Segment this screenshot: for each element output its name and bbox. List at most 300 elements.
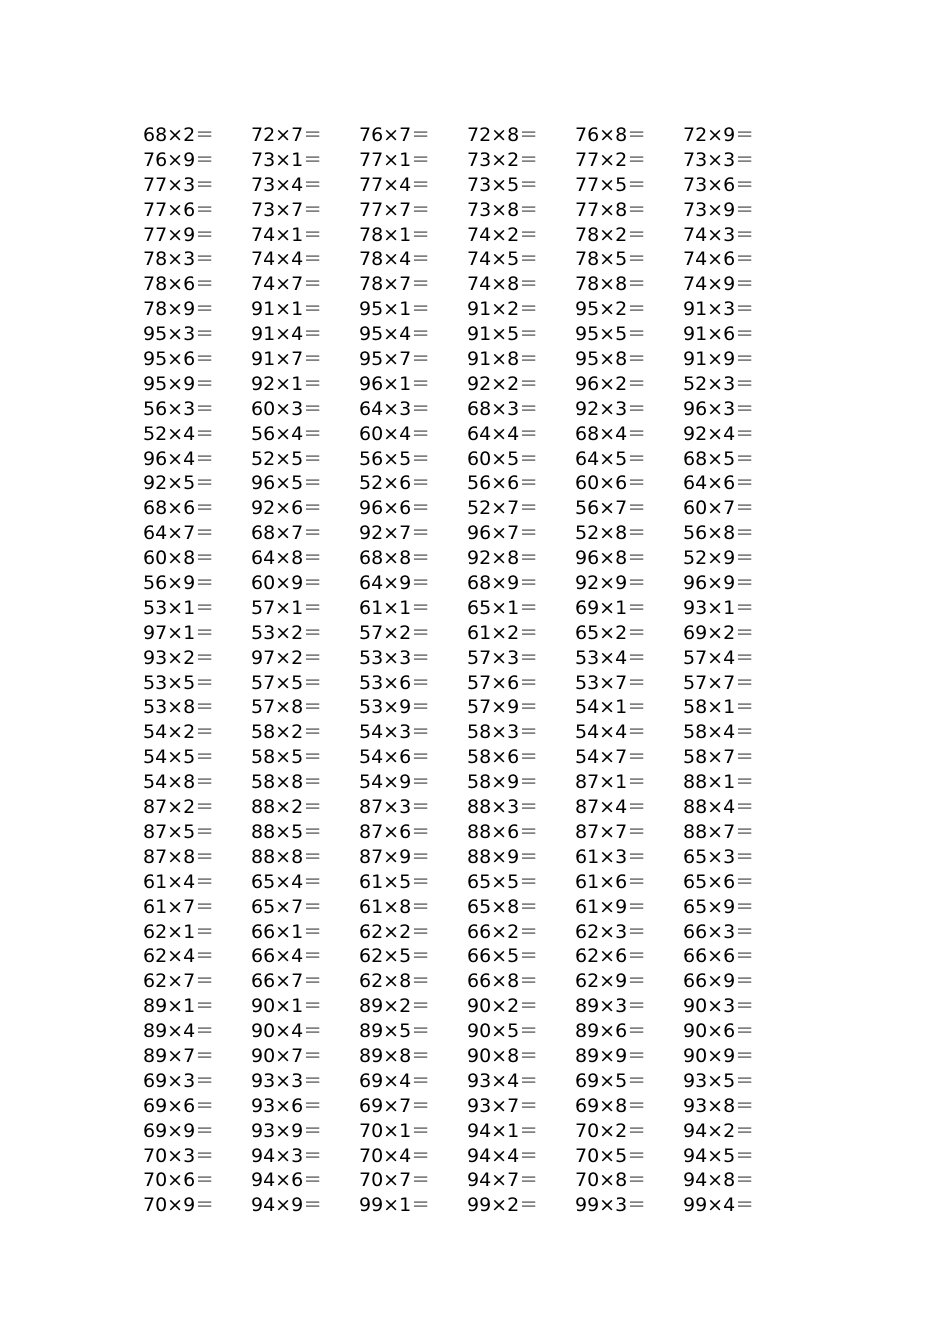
multiplication-problem: 64×7＝ (143, 522, 215, 545)
multiplication-problem: 94×2＝ (683, 1119, 755, 1142)
multiplication-problem: 61×7＝ (143, 895, 215, 918)
multiplication-problem: 56×5＝ (359, 447, 431, 470)
multiplication-problem: 56×4＝ (251, 422, 323, 445)
multiplication-problem: 74×1＝ (251, 223, 323, 246)
multiplication-problem: 58×7＝ (683, 746, 755, 769)
multiplication-problem: 70×4＝ (359, 1144, 431, 1167)
multiplication-problem: 54×2＝ (143, 721, 215, 744)
multiplication-problem: 52×6＝ (359, 472, 431, 495)
multiplication-problem: 87×4＝ (575, 796, 647, 819)
multiplication-problem: 87×6＝ (359, 820, 431, 843)
multiplication-problem: 61×1＝ (359, 596, 431, 619)
multiplication-problem: 66×3＝ (683, 920, 755, 943)
multiplication-problem: 76×8＝ (575, 124, 647, 146)
multiplication-problem: 92×1＝ (251, 372, 323, 395)
problem-row (143, 870, 803, 895)
multiplication-problem: 95×9＝ (143, 372, 215, 395)
multiplication-problem: 69×5＝ (575, 1069, 647, 1092)
multiplication-problem: 73×6＝ (683, 173, 755, 196)
problem-row (143, 994, 803, 1019)
problem-row (143, 397, 803, 422)
multiplication-problem: 53×3＝ (359, 646, 431, 669)
multiplication-problem: 96×9＝ (683, 572, 755, 595)
multiplication-problem: 90×3＝ (683, 995, 755, 1018)
multiplication-problem: 54×5＝ (143, 746, 215, 769)
problem-row (143, 770, 803, 795)
problem-row (143, 496, 803, 521)
multiplication-problem: 95×5＝ (575, 323, 647, 346)
multiplication-problem: 54×6＝ (359, 746, 431, 769)
multiplication-problem: 61×8＝ (359, 895, 431, 918)
multiplication-problem: 72×7＝ (251, 124, 323, 146)
multiplication-problem: 96×7＝ (467, 522, 539, 545)
problem-row (143, 546, 803, 571)
multiplication-problem: 66×8＝ (467, 970, 539, 993)
multiplication-problem: 57×7＝ (683, 671, 755, 694)
multiplication-problem: 65×8＝ (467, 895, 539, 918)
multiplication-problem: 88×2＝ (251, 796, 323, 819)
multiplication-problem: 54×7＝ (575, 746, 647, 769)
multiplication-problem: 96×1＝ (359, 372, 431, 395)
problem-row (143, 148, 803, 173)
multiplication-problem: 61×5＝ (359, 870, 431, 893)
multiplication-problem: 52×7＝ (467, 497, 539, 520)
multiplication-problem: 56×3＝ (143, 397, 215, 420)
multiplication-problem: 65×1＝ (467, 596, 539, 619)
multiplication-problem: 93×4＝ (467, 1069, 539, 1092)
problem-row (143, 795, 803, 820)
multiplication-problem: 57×8＝ (251, 696, 323, 719)
multiplication-problem: 88×4＝ (683, 796, 755, 819)
problem-row (143, 944, 803, 969)
multiplication-problem: 99×2＝ (467, 1194, 539, 1217)
multiplication-problem: 58×6＝ (467, 746, 539, 769)
multiplication-problem: 65×2＝ (575, 621, 647, 644)
multiplication-problem: 66×9＝ (683, 970, 755, 993)
multiplication-problem: 92×2＝ (467, 372, 539, 395)
multiplication-problem: 92×4＝ (683, 422, 755, 445)
multiplication-problem: 60×7＝ (683, 497, 755, 520)
multiplication-problem: 58×9＝ (467, 771, 539, 794)
multiplication-problem: 92×3＝ (575, 397, 647, 420)
multiplication-problem: 60×4＝ (359, 422, 431, 445)
multiplication-problem: 74×4＝ (251, 248, 323, 271)
problem-row (143, 1019, 803, 1044)
multiplication-problem: 88×1＝ (683, 771, 755, 794)
problem-row (143, 671, 803, 696)
multiplication-problem: 62×1＝ (143, 920, 215, 943)
multiplication-problem: 62×4＝ (143, 945, 215, 968)
problem-row (143, 596, 803, 621)
multiplication-problem: 68×4＝ (575, 422, 647, 445)
problem-row (143, 198, 803, 223)
multiplication-problem: 87×8＝ (143, 845, 215, 868)
multiplication-problem: 69×8＝ (575, 1094, 647, 1117)
multiplication-problem: 91×6＝ (683, 323, 755, 346)
problem-row (143, 695, 803, 720)
multiplication-problem: 70×3＝ (143, 1144, 215, 1167)
multiplication-problem: 76×9＝ (143, 148, 215, 171)
problem-row (143, 297, 803, 322)
multiplication-problem: 77×9＝ (143, 223, 215, 246)
multiplication-problem: 96×5＝ (251, 472, 323, 495)
problem-row (143, 820, 803, 845)
multiplication-problem: 64×5＝ (575, 447, 647, 470)
multiplication-problem: 93×3＝ (251, 1069, 323, 1092)
multiplication-problem: 57×3＝ (467, 646, 539, 669)
multiplication-problem: 62×8＝ (359, 970, 431, 993)
problem-row (143, 1168, 803, 1193)
multiplication-problem: 52×4＝ (143, 422, 215, 445)
multiplication-problem: 93×6＝ (251, 1094, 323, 1117)
multiplication-problem: 87×9＝ (359, 845, 431, 868)
multiplication-problem: 52×9＝ (683, 547, 755, 570)
multiplication-problem: 66×4＝ (251, 945, 323, 968)
multiplication-problem: 65×7＝ (251, 895, 323, 918)
multiplication-problem: 54×8＝ (143, 771, 215, 794)
multiplication-problem: 77×6＝ (143, 198, 215, 221)
multiplication-problem: 88×3＝ (467, 796, 539, 819)
multiplication-problem: 97×1＝ (143, 621, 215, 644)
multiplication-problem: 66×2＝ (467, 920, 539, 943)
problem-row (143, 322, 803, 347)
multiplication-problem: 90×2＝ (467, 995, 539, 1018)
multiplication-problem: 62×9＝ (575, 970, 647, 993)
multiplication-problem: 74×5＝ (467, 248, 539, 271)
multiplication-problem: 91×9＝ (683, 348, 755, 371)
multiplication-problem: 58×3＝ (467, 721, 539, 744)
multiplication-problem: 89×9＝ (575, 1044, 647, 1067)
multiplication-problem: 74×7＝ (251, 273, 323, 296)
multiplication-problem: 95×6＝ (143, 348, 215, 371)
multiplication-problem: 70×7＝ (359, 1169, 431, 1192)
multiplication-problem: 57×6＝ (467, 671, 539, 694)
multiplication-problem: 87×1＝ (575, 771, 647, 794)
multiplication-problem: 92×7＝ (359, 522, 431, 545)
multiplication-problem: 53×6＝ (359, 671, 431, 694)
multiplication-problem: 92×5＝ (143, 472, 215, 495)
multiplication-problem: 89×2＝ (359, 995, 431, 1018)
multiplication-problem: 64×9＝ (359, 572, 431, 595)
multiplication-problem: 94×1＝ (467, 1119, 539, 1142)
multiplication-problem: 77×3＝ (143, 173, 215, 196)
problem-row (143, 422, 803, 447)
multiplication-problem: 99×4＝ (683, 1194, 755, 1217)
multiplication-problem: 90×1＝ (251, 995, 323, 1018)
multiplication-problem: 87×2＝ (143, 796, 215, 819)
multiplication-problem: 57×5＝ (251, 671, 323, 694)
multiplication-problem: 73×9＝ (683, 198, 755, 221)
multiplication-problem: 94×6＝ (251, 1169, 323, 1192)
multiplication-problem: 94×4＝ (467, 1144, 539, 1167)
problem-row (143, 571, 803, 596)
problem-row (143, 247, 803, 272)
multiplication-problem: 58×4＝ (683, 721, 755, 744)
multiplication-problem: 60×8＝ (143, 547, 215, 570)
multiplication-problem: 89×5＝ (359, 1020, 431, 1043)
multiplication-problem: 78×7＝ (359, 273, 431, 296)
multiplication-problem: 77×2＝ (575, 148, 647, 171)
multiplication-problem: 54×4＝ (575, 721, 647, 744)
multiplication-problem: 78×8＝ (575, 273, 647, 296)
problem-row (143, 1044, 803, 1069)
multiplication-problem: 96×6＝ (359, 497, 431, 520)
multiplication-problem: 57×2＝ (359, 621, 431, 644)
multiplication-problem: 53×2＝ (251, 621, 323, 644)
multiplication-problem: 92×8＝ (467, 547, 539, 570)
multiplication-problem: 93×9＝ (251, 1119, 323, 1142)
multiplication-problem: 77×8＝ (575, 198, 647, 221)
multiplication-problem: 76×7＝ (359, 124, 431, 146)
multiplication-problem: 89×8＝ (359, 1044, 431, 1067)
multiplication-problem: 74×9＝ (683, 273, 755, 296)
multiplication-problem: 53×1＝ (143, 596, 215, 619)
multiplication-problem: 78×6＝ (143, 273, 215, 296)
multiplication-problem: 78×9＝ (143, 298, 215, 321)
problem-row (143, 1144, 803, 1169)
multiplication-problem: 94×8＝ (683, 1169, 755, 1192)
multiplication-problem: 62×3＝ (575, 920, 647, 943)
multiplication-problem: 77×7＝ (359, 198, 431, 221)
multiplication-problem: 74×6＝ (683, 248, 755, 271)
multiplication-problem: 73×2＝ (467, 148, 539, 171)
multiplication-problem: 57×4＝ (683, 646, 755, 669)
multiplication-problem: 69×9＝ (143, 1119, 215, 1142)
problem-row (143, 223, 803, 248)
multiplication-problem: 61×3＝ (575, 845, 647, 868)
multiplication-problem: 90×8＝ (467, 1044, 539, 1067)
multiplication-problem: 95×8＝ (575, 348, 647, 371)
multiplication-problem: 96×4＝ (143, 447, 215, 470)
multiplication-problem: 70×1＝ (359, 1119, 431, 1142)
multiplication-problem: 68×5＝ (683, 447, 755, 470)
multiplication-problem: 54×9＝ (359, 771, 431, 794)
problem-row (143, 521, 803, 546)
multiplication-problem: 77×4＝ (359, 173, 431, 196)
multiplication-problem: 78×3＝ (143, 248, 215, 271)
multiplication-problem: 74×8＝ (467, 273, 539, 296)
multiplication-problem: 66×1＝ (251, 920, 323, 943)
multiplication-problem: 69×7＝ (359, 1094, 431, 1117)
multiplication-problem: 58×8＝ (251, 771, 323, 794)
multiplication-problem: 73×3＝ (683, 148, 755, 171)
multiplication-problem: 89×4＝ (143, 1020, 215, 1043)
multiplication-problem: 64×4＝ (467, 422, 539, 445)
multiplication-problem: 70×2＝ (575, 1119, 647, 1142)
multiplication-problem: 65×3＝ (683, 845, 755, 868)
problem-row (143, 621, 803, 646)
multiplication-problem: 62×2＝ (359, 920, 431, 943)
multiplication-problem: 68×2＝ (143, 124, 215, 146)
multiplication-problem: 73×8＝ (467, 198, 539, 221)
multiplication-problem: 60×5＝ (467, 447, 539, 470)
multiplication-problem: 65×5＝ (467, 870, 539, 893)
multiplication-problem: 93×2＝ (143, 646, 215, 669)
multiplication-problem: 88×7＝ (683, 820, 755, 843)
multiplication-problem: 92×9＝ (575, 572, 647, 595)
multiplication-problem: 99×1＝ (359, 1194, 431, 1217)
multiplication-problem: 91×2＝ (467, 298, 539, 321)
multiplication-problem: 54×1＝ (575, 696, 647, 719)
multiplication-problem: 88×9＝ (467, 845, 539, 868)
multiplication-problem: 69×4＝ (359, 1069, 431, 1092)
multiplication-problem: 64×3＝ (359, 397, 431, 420)
multiplication-problem: 88×6＝ (467, 820, 539, 843)
multiplication-problem: 73×4＝ (251, 173, 323, 196)
problem-row (143, 745, 803, 770)
multiplication-problem: 95×2＝ (575, 298, 647, 321)
multiplication-problem: 54×3＝ (359, 721, 431, 744)
multiplication-problem: 65×6＝ (683, 870, 755, 893)
multiplication-problem: 57×9＝ (467, 696, 539, 719)
multiplication-problem: 58×1＝ (683, 696, 755, 719)
multiplication-problem: 52×8＝ (575, 522, 647, 545)
multiplication-problem: 91×7＝ (251, 348, 323, 371)
problem-row (143, 123, 803, 148)
multiplication-problem: 96×8＝ (575, 547, 647, 570)
multiplication-problem: 87×7＝ (575, 820, 647, 843)
multiplication-problem: 78×4＝ (359, 248, 431, 271)
multiplication-problem: 66×5＝ (467, 945, 539, 968)
multiplication-problem: 73×7＝ (251, 198, 323, 221)
multiplication-problem: 68×7＝ (251, 522, 323, 545)
multiplication-problem: 61×9＝ (575, 895, 647, 918)
multiplication-problem: 90×5＝ (467, 1020, 539, 1043)
problem-row (143, 447, 803, 472)
multiplication-problem: 72×9＝ (683, 124, 755, 146)
problem-row (143, 969, 803, 994)
multiplication-problem: 69×2＝ (683, 621, 755, 644)
multiplication-problem: 90×9＝ (683, 1044, 755, 1067)
multiplication-problem: 53×5＝ (143, 671, 215, 694)
multiplication-problem: 90×6＝ (683, 1020, 755, 1043)
multiplication-problem: 60×6＝ (575, 472, 647, 495)
multiplication-problem: 95×7＝ (359, 348, 431, 371)
multiplication-problem: 93×1＝ (683, 596, 755, 619)
multiplication-problem: 94×3＝ (251, 1144, 323, 1167)
multiplication-problem: 95×3＝ (143, 323, 215, 346)
problem-row (143, 471, 803, 496)
multiplication-worksheet (143, 123, 803, 1218)
multiplication-problem: 77×5＝ (575, 173, 647, 196)
problem-row (143, 173, 803, 198)
multiplication-problem: 70×6＝ (143, 1169, 215, 1192)
multiplication-problem: 96×2＝ (575, 372, 647, 395)
problem-row (143, 372, 803, 397)
multiplication-problem: 53×9＝ (359, 696, 431, 719)
multiplication-problem: 89×7＝ (143, 1044, 215, 1067)
multiplication-problem: 65×4＝ (251, 870, 323, 893)
multiplication-problem: 64×6＝ (683, 472, 755, 495)
problem-row (143, 920, 803, 945)
problem-row (143, 1069, 803, 1094)
multiplication-problem: 74×3＝ (683, 223, 755, 246)
multiplication-problem: 73×5＝ (467, 173, 539, 196)
multiplication-problem: 62×7＝ (143, 970, 215, 993)
multiplication-problem: 91×1＝ (251, 298, 323, 321)
multiplication-problem: 66×7＝ (251, 970, 323, 993)
multiplication-problem: 94×9＝ (251, 1194, 323, 1217)
multiplication-problem: 58×2＝ (251, 721, 323, 744)
multiplication-problem: 88×8＝ (251, 845, 323, 868)
multiplication-problem: 70×9＝ (143, 1194, 215, 1217)
problem-row (143, 1094, 803, 1119)
multiplication-problem: 61×4＝ (143, 870, 215, 893)
multiplication-problem: 78×1＝ (359, 223, 431, 246)
multiplication-problem: 93×8＝ (683, 1094, 755, 1117)
problem-row (143, 272, 803, 297)
problem-row (143, 347, 803, 372)
multiplication-problem: 74×2＝ (467, 223, 539, 246)
multiplication-problem: 88×5＝ (251, 820, 323, 843)
multiplication-problem: 52×3＝ (683, 372, 755, 395)
multiplication-problem: 68×6＝ (143, 497, 215, 520)
multiplication-problem: 92×6＝ (251, 497, 323, 520)
multiplication-problem: 94×5＝ (683, 1144, 755, 1167)
multiplication-problem: 69×1＝ (575, 596, 647, 619)
problem-row (143, 895, 803, 920)
multiplication-problem: 53×8＝ (143, 696, 215, 719)
multiplication-problem: 91×4＝ (251, 323, 323, 346)
multiplication-problem: 91×8＝ (467, 348, 539, 371)
multiplication-problem: 61×2＝ (467, 621, 539, 644)
multiplication-problem: 69×3＝ (143, 1069, 215, 1092)
multiplication-problem: 62×6＝ (575, 945, 647, 968)
multiplication-problem: 53×4＝ (575, 646, 647, 669)
multiplication-problem: 91×3＝ (683, 298, 755, 321)
multiplication-problem: 97×2＝ (251, 646, 323, 669)
multiplication-problem: 87×5＝ (143, 820, 215, 843)
problem-row (143, 845, 803, 870)
multiplication-problem: 61×6＝ (575, 870, 647, 893)
multiplication-problem: 72×8＝ (467, 124, 539, 146)
multiplication-problem: 60×9＝ (251, 572, 323, 595)
multiplication-problem: 64×8＝ (251, 547, 323, 570)
problem-row (143, 720, 803, 745)
multiplication-problem: 70×5＝ (575, 1144, 647, 1167)
multiplication-problem: 56×6＝ (467, 472, 539, 495)
multiplication-problem: 89×1＝ (143, 995, 215, 1018)
multiplication-problem: 99×3＝ (575, 1194, 647, 1217)
multiplication-problem: 78×2＝ (575, 223, 647, 246)
multiplication-problem: 95×4＝ (359, 323, 431, 346)
multiplication-problem: 90×4＝ (251, 1020, 323, 1043)
multiplication-problem: 94×7＝ (467, 1169, 539, 1192)
multiplication-problem: 53×7＝ (575, 671, 647, 694)
multiplication-problem: 56×8＝ (683, 522, 755, 545)
multiplication-problem: 93×7＝ (467, 1094, 539, 1117)
multiplication-problem: 69×6＝ (143, 1094, 215, 1117)
multiplication-problem: 60×3＝ (251, 397, 323, 420)
multiplication-problem: 68×9＝ (467, 572, 539, 595)
multiplication-problem: 66×6＝ (683, 945, 755, 968)
multiplication-problem: 65×9＝ (683, 895, 755, 918)
multiplication-problem: 90×7＝ (251, 1044, 323, 1067)
multiplication-problem: 93×5＝ (683, 1069, 755, 1092)
multiplication-problem: 78×5＝ (575, 248, 647, 271)
multiplication-problem: 52×5＝ (251, 447, 323, 470)
multiplication-problem: 68×8＝ (359, 547, 431, 570)
multiplication-problem: 87×3＝ (359, 796, 431, 819)
multiplication-problem: 58×5＝ (251, 746, 323, 769)
multiplication-problem: 96×3＝ (683, 397, 755, 420)
problem-row (143, 1193, 803, 1218)
multiplication-problem: 68×3＝ (467, 397, 539, 420)
multiplication-problem: 91×5＝ (467, 323, 539, 346)
multiplication-problem: 89×3＝ (575, 995, 647, 1018)
multiplication-problem: 62×5＝ (359, 945, 431, 968)
multiplication-problem: 70×8＝ (575, 1169, 647, 1192)
